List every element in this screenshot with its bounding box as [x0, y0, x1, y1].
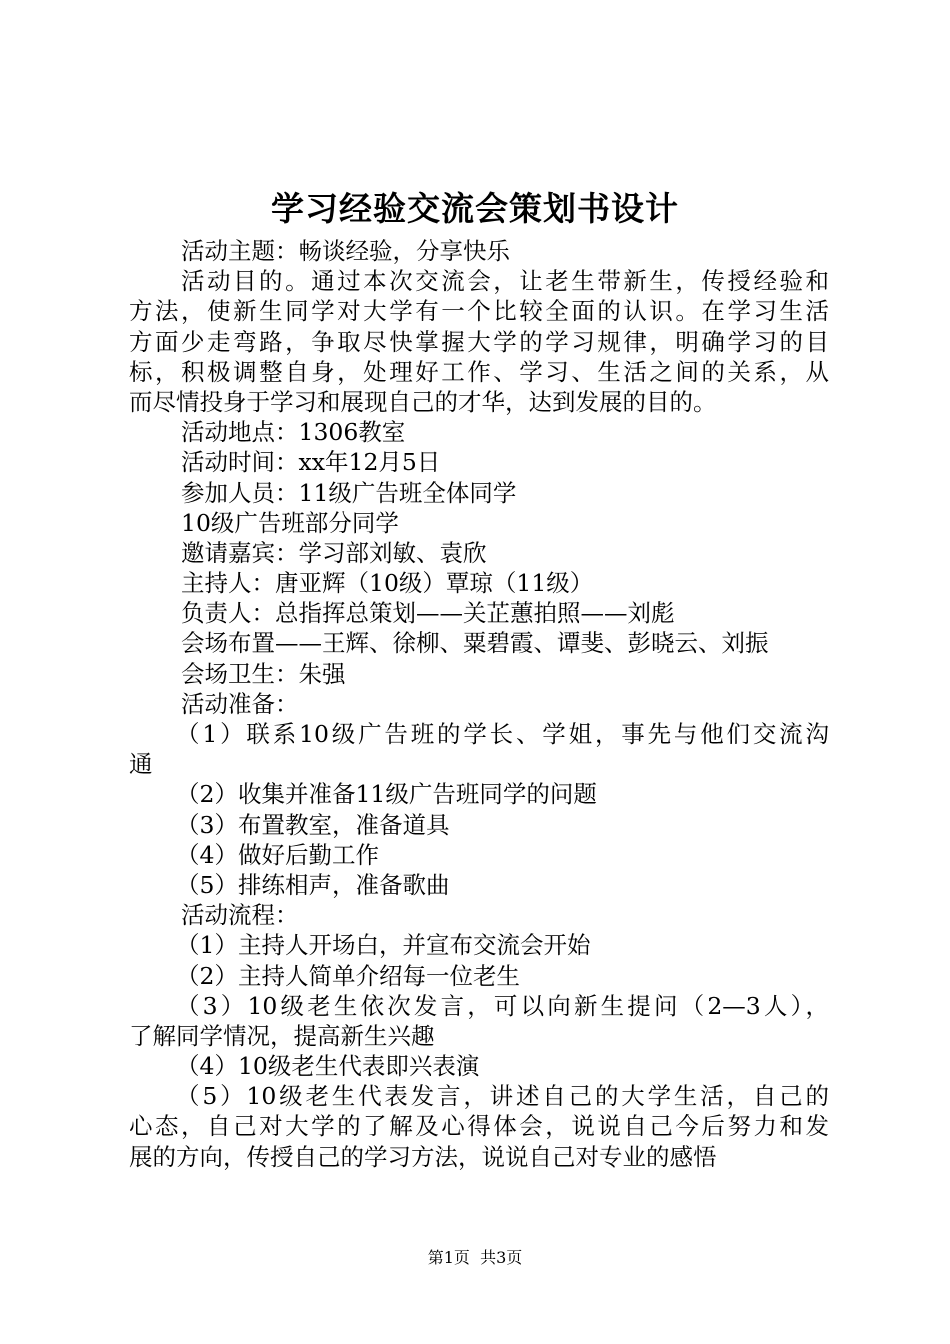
paragraph-line: （1）主持人开场白，并宣布交流会开始 — [176, 931, 591, 960]
paragraph-line: 会场布置——王辉、徐柳、粟碧霞、谭斐、彭晓云、刘振 — [181, 629, 769, 658]
paragraph-line: （2）收集并准备11级广告班同学的问题 — [176, 780, 597, 809]
paragraph-line: 了解同学情况，提高新生兴趣 — [129, 1021, 435, 1050]
paragraph-line: 展的方向，传授自己的学习方法，说说自己对专业的感悟 — [129, 1142, 717, 1171]
paragraph-line: 而尽情投身于学习和展现自己的才华，达到发展的目的。 — [129, 387, 717, 416]
paragraph-line: 邀请嘉宾：学习部刘敏、袁欣 — [181, 538, 487, 567]
paragraph-line: 方法，使新生同学对大学有一个比较全面的认识。在学习生活 — [129, 297, 829, 326]
paragraph-line: （3）10级老生依次发言，可以向新生提问（2—3人）， — [176, 991, 829, 1020]
paragraph-line: （5）排练相声，准备歌曲 — [176, 870, 450, 899]
paragraph-line: 标，积极调整自身，处理好工作、学习、生活之间的关系，从 — [129, 357, 829, 386]
paragraph-line: 负责人：总指挥总策划——关芷蕙拍照——刘彪 — [181, 599, 675, 628]
paragraph-line: 参加人员：11级广告班全体同学 — [181, 478, 517, 507]
paragraph-line: 活动准备： — [181, 689, 299, 718]
paragraph-line: 活动时间：xx年12月5日 — [181, 448, 441, 477]
paragraph-line: 活动地点：1306教室 — [181, 418, 406, 447]
paragraph-line: 主持人：唐亚辉（10级）覃琼（11级） — [181, 569, 594, 598]
document-body — [129, 236, 829, 1172]
paragraph-line: 会场卫生：朱强 — [181, 659, 346, 688]
paragraph-line: （4）10级老生代表即兴表演 — [176, 1052, 480, 1081]
paragraph-line: （2）主持人简单介绍每一位老生 — [176, 961, 520, 990]
paragraph-line: （4）做好后勤工作 — [176, 840, 379, 869]
paragraph-line: 通 — [129, 750, 153, 779]
paragraph-line: （5）10级老生代表发言，讲述自己的大学生活，自己的 — [176, 1082, 829, 1111]
paragraph-line: 心态，自己对大学的了解及心得体会，说说自己今后努力和发 — [129, 1112, 829, 1141]
paragraph-line: （1）联系10级广告班的学长、学姐，事先与他们交流沟 — [176, 720, 829, 748]
paragraph-line: 活动主题：畅谈经验，分享快乐 — [181, 237, 510, 265]
paragraph-line: 活动目的。通过本次交流会，让老生带新生，传授经验和 — [181, 267, 829, 296]
paragraph-line: 活动流程： — [181, 901, 299, 930]
page-footer: 第1页 共3页 — [427, 1248, 523, 1267]
paragraph-line: 10级广告班部分同学 — [181, 508, 399, 537]
document-title: 学习经验交流会策划书设计 — [271, 189, 679, 228]
paragraph-line: 方面少走弯路，争取尽快掌握大学的学习规律，明确学习的目 — [129, 327, 829, 356]
paragraph-line: （3）布置教室，准备道具 — [176, 810, 450, 839]
